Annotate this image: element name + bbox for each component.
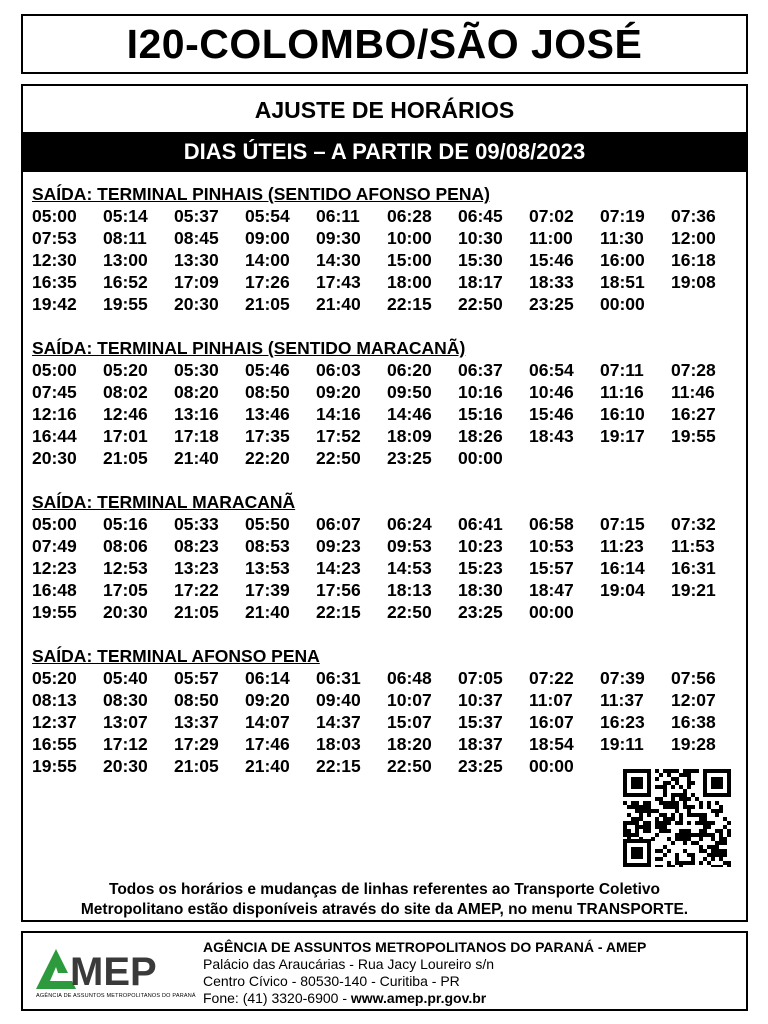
departure-time: 15:00 [387, 250, 432, 270]
departure-time: 21:05 [174, 756, 219, 776]
departure-time: 17:22 [174, 580, 219, 600]
departure-time: 18:13 [387, 580, 432, 600]
departure-time: 09:20 [245, 690, 290, 710]
departure-time: 18:00 [387, 272, 432, 292]
departure-time: 12:16 [32, 404, 77, 424]
departure-time: 19:21 [671, 580, 716, 600]
departure-time: 17:52 [316, 426, 361, 446]
departure-time: 06:20 [387, 360, 432, 380]
departure-time: 16:55 [32, 734, 77, 754]
departure-time: 18:03 [316, 734, 361, 754]
schedule-section [32, 492, 742, 623]
schedule-section [32, 184, 742, 315]
departure-time: 21:40 [174, 448, 219, 468]
departure-time: 21:40 [245, 756, 290, 776]
departure-time: 05:46 [245, 360, 290, 380]
departure-time: 17:39 [245, 580, 290, 600]
departure-time: 09:50 [387, 382, 432, 402]
departure-time: 05:00 [32, 360, 77, 380]
departure-time: 22:15 [387, 294, 432, 314]
departure-time: 05:37 [174, 206, 219, 226]
info-note-line: Metropolitano estão disponíveis através do site da AMEP, no menu TRANSPORTE. [80, 901, 689, 918]
footer-contact [203, 939, 646, 1007]
departure-time: 08:50 [245, 382, 290, 402]
departure-time: 08:53 [245, 536, 290, 556]
departure-time: 14:16 [316, 404, 361, 424]
departure-time: 14:00 [245, 250, 290, 270]
departure-time: 17:43 [316, 272, 361, 292]
departure-time: 19:55 [103, 294, 148, 314]
departure-time: 06:14 [245, 668, 290, 688]
departure-time: 17:05 [103, 580, 148, 600]
departure-time: 15:16 [458, 404, 503, 424]
departure-time: 23:25 [458, 756, 503, 776]
departure-time: 07:32 [671, 514, 716, 534]
departure-time: 09:23 [316, 536, 361, 556]
departure-time: 18:54 [529, 734, 574, 754]
departure-time: 15:07 [387, 712, 432, 732]
departure-time: 17:26 [245, 272, 290, 292]
departure-time: 16:48 [32, 580, 77, 600]
departure-time: 05:00 [32, 514, 77, 534]
departure-time: 10:00 [387, 228, 432, 248]
departure-time: 13:37 [174, 712, 219, 732]
departure-time: 17:46 [245, 734, 290, 754]
departure-time: 16:00 [600, 250, 645, 270]
departure-time: 13:46 [245, 404, 290, 424]
departure-time: 11:16 [600, 382, 644, 402]
departure-time: 08:23 [174, 536, 219, 556]
departure-time: 15:46 [529, 250, 574, 270]
times-grid [32, 359, 742, 469]
departure-time: 19:08 [671, 272, 716, 292]
departure-time: 21:40 [245, 602, 290, 622]
departure-time: 05:20 [32, 668, 77, 688]
departure-time: 16:44 [32, 426, 77, 446]
departure-time: 11:53 [671, 536, 715, 556]
schedule-panel [21, 84, 748, 922]
departure-time: 21:40 [316, 294, 361, 314]
departure-time: 06:48 [387, 668, 432, 688]
departure-time: 13:16 [174, 404, 219, 424]
departure-time: 15:57 [529, 558, 574, 578]
departure-time: 05:14 [103, 206, 148, 226]
departure-time: 12:07 [671, 690, 716, 710]
amep-logo-mark [36, 945, 186, 991]
departure-time: 06:11 [316, 206, 360, 226]
departure-time: 07:19 [600, 206, 645, 226]
departure-time: 09:30 [316, 228, 361, 248]
footer-address: Palácio das Araucárias - Rua Jacy Loureiro s/n [203, 956, 495, 972]
departure-time: 06:41 [458, 514, 503, 534]
departure-time: 12:30 [32, 250, 77, 270]
departure-time: 14:07 [245, 712, 290, 732]
schedule-section [32, 646, 742, 777]
departure-time: 08:30 [103, 690, 148, 710]
amep-logo-tagline: AGÊNCIA DE ASSUNTOS METROPOLITANOS DO PARANÁ [36, 993, 196, 999]
departure-time: 08:06 [103, 536, 148, 556]
departure-time: 06:03 [316, 360, 361, 380]
departure-time: 08:20 [174, 382, 219, 402]
departure-time: 07:22 [529, 668, 574, 688]
departure-time: 20:30 [32, 448, 77, 468]
departure-time: 16:18 [671, 250, 716, 270]
departure-time: 23:25 [529, 294, 574, 314]
departure-time: 18:37 [458, 734, 503, 754]
section-heading: SAÍDA: TERMINAL MARACANÃ [32, 492, 296, 512]
footer-address: Centro Cívico - 80530-140 - Curitiba - PR [203, 973, 460, 989]
footer [21, 931, 748, 1011]
departure-time: 09:40 [316, 690, 361, 710]
section-heading: SAÍDA: TERMINAL AFONSO PENA [32, 646, 320, 666]
departure-time: 06:37 [458, 360, 503, 380]
departure-time: 14:37 [316, 712, 361, 732]
departure-time: 18:17 [458, 272, 503, 292]
amep-logo-text: MEP [70, 950, 157, 991]
departure-time: 11:23 [600, 536, 644, 556]
departure-time: 19:04 [600, 580, 645, 600]
departure-time: 21:05 [174, 602, 219, 622]
departure-time: 05:20 [103, 360, 148, 380]
departure-time: 13:53 [245, 558, 290, 578]
departure-time: 16:35 [32, 272, 77, 292]
info-note [23, 880, 746, 920]
departure-time: 17:01 [103, 426, 148, 446]
departure-time: 08:50 [174, 690, 219, 710]
section-heading: SAÍDA: TERMINAL PINHAIS (SENTIDO AFONSO PENA) [32, 184, 490, 204]
departure-time: 16:23 [600, 712, 645, 732]
departure-time: 05:30 [174, 360, 219, 380]
departure-time: 16:07 [529, 712, 574, 732]
departure-time: 16:38 [671, 712, 716, 732]
footer-phone-line [203, 990, 646, 1007]
departure-time: 11:30 [600, 228, 644, 248]
departure-time: 18:47 [529, 580, 574, 600]
departure-time: 22:50 [316, 448, 361, 468]
departure-time: 15:23 [458, 558, 503, 578]
departure-time: 18:33 [529, 272, 574, 292]
departure-time: 18:51 [600, 272, 645, 292]
departure-time: 06:24 [387, 514, 432, 534]
departure-time: 08:02 [103, 382, 148, 402]
departure-time: 17:29 [174, 734, 219, 754]
departure-time: 18:30 [458, 580, 503, 600]
departure-time: 18:43 [529, 426, 574, 446]
departure-time: 12:23 [32, 558, 77, 578]
departure-time: 22:50 [387, 756, 432, 776]
departure-time: 05:50 [245, 514, 290, 534]
departure-time: 19:55 [32, 602, 77, 622]
departure-time: 11:07 [529, 690, 573, 710]
departure-time: 05:57 [174, 668, 219, 688]
departure-time: 00:00 [458, 448, 503, 468]
departure-time: 17:12 [103, 734, 148, 754]
departure-time: 21:05 [245, 294, 290, 314]
departure-time: 15:37 [458, 712, 503, 732]
departure-time: 10:16 [458, 382, 503, 402]
departure-time: 07:36 [671, 206, 716, 226]
departure-time: 16:10 [600, 404, 645, 424]
times-grid [32, 205, 742, 315]
departure-time: 18:09 [387, 426, 432, 446]
departure-time: 19:55 [671, 426, 716, 446]
departure-time: 10:30 [458, 228, 503, 248]
departure-time: 07:49 [32, 536, 77, 556]
departure-time: 17:56 [316, 580, 361, 600]
departure-time: 07:45 [32, 382, 77, 402]
departure-time: 05:40 [103, 668, 148, 688]
section-heading: SAÍDA: TERMINAL PINHAIS (SENTIDO MARACANÃ) [32, 338, 466, 358]
info-note-line: Todos os horários e mudanças de linhas referentes ao Transporte Coletivo [109, 881, 660, 898]
departure-time: 19:28 [671, 734, 716, 754]
schedule-section [32, 338, 742, 469]
departure-time: 11:00 [529, 228, 573, 248]
departure-time: 13:23 [174, 558, 219, 578]
departure-time: 07:02 [529, 206, 574, 226]
departure-time: 10:23 [458, 536, 503, 556]
departure-time: 05:33 [174, 514, 219, 534]
departure-time: 18:26 [458, 426, 503, 446]
departure-time: 07:56 [671, 668, 716, 688]
departure-time: 14:23 [316, 558, 361, 578]
departure-time: 06:45 [458, 206, 503, 226]
departure-time: 16:52 [103, 272, 148, 292]
route-title: I20-COLOMBO/SÃO JOSÉ [126, 21, 643, 67]
departure-time: 00:00 [600, 294, 645, 314]
departure-time: 00:00 [529, 602, 574, 622]
departure-time: 14:30 [316, 250, 361, 270]
departure-time: 10:37 [458, 690, 503, 710]
qr-code[interactable] [623, 769, 731, 867]
times-grid [32, 667, 742, 777]
departure-time: 06:58 [529, 514, 574, 534]
departure-time: 15:46 [529, 404, 574, 424]
footer-website-link[interactable]: www.amep.pr.gov.br [350, 990, 487, 1006]
departure-time: 22:50 [458, 294, 503, 314]
departure-time: 05:54 [245, 206, 290, 226]
departure-time: 21:05 [103, 448, 148, 468]
departure-time: 17:35 [245, 426, 290, 446]
amep-logo [36, 945, 196, 1005]
departure-time: 23:25 [387, 448, 432, 468]
departure-time: 09:20 [316, 382, 361, 402]
departure-time: 11:46 [671, 382, 715, 402]
departure-time: 07:05 [458, 668, 503, 688]
departure-time: 20:30 [174, 294, 219, 314]
departure-time: 13:07 [103, 712, 148, 732]
departure-time: 12:37 [32, 712, 77, 732]
footer-org: AGÊNCIA DE ASSUNTOS METROPOLITANOS DO PARANÁ - AMEP [203, 939, 647, 955]
departure-time: 13:30 [174, 250, 219, 270]
departure-time: 07:53 [32, 228, 77, 248]
departure-time: 17:09 [174, 272, 219, 292]
departure-time: 06:07 [316, 514, 361, 534]
departure-time: 12:46 [103, 404, 148, 424]
departure-time: 10:46 [529, 382, 574, 402]
departure-time: 08:45 [174, 228, 219, 248]
departure-time: 23:25 [458, 602, 503, 622]
departure-time: 07:28 [671, 360, 716, 380]
times-grid [32, 513, 742, 623]
departure-time: 19:11 [600, 734, 644, 754]
departure-time: 06:31 [316, 668, 361, 688]
departure-time: 09:00 [245, 228, 290, 248]
departure-time: 18:20 [387, 734, 432, 754]
departure-time: 16:31 [671, 558, 716, 578]
departure-time: 22:20 [245, 448, 290, 468]
departure-time: 22:15 [316, 602, 361, 622]
departure-time: 10:53 [529, 536, 574, 556]
departure-time: 20:30 [103, 756, 148, 776]
departure-time: 10:07 [387, 690, 432, 710]
departure-time: 07:39 [600, 668, 645, 688]
departure-time: 08:11 [103, 228, 147, 248]
departure-time: 13:00 [103, 250, 148, 270]
departure-time: 05:16 [103, 514, 148, 534]
day-banner: DIAS ÚTEIS – A PARTIR DE 09/08/2023 [23, 132, 746, 172]
departure-time: 05:00 [32, 206, 77, 226]
footer-phone: Fone: (41) 3320-6900 - [203, 990, 351, 1006]
departure-time: 07:11 [600, 360, 644, 380]
departure-time: 08:13 [32, 690, 77, 710]
departure-time: 19:55 [32, 756, 77, 776]
departure-time: 16:14 [600, 558, 645, 578]
departure-time: 17:18 [174, 426, 219, 446]
departure-time: 22:50 [387, 602, 432, 622]
departure-time: 16:27 [671, 404, 716, 424]
departure-time: 07:15 [600, 514, 645, 534]
departure-time: 20:30 [103, 602, 148, 622]
departure-time: 15:30 [458, 250, 503, 270]
departure-time: 22:15 [316, 756, 361, 776]
departure-time: 11:37 [600, 690, 644, 710]
departure-time: 19:17 [600, 426, 645, 446]
departure-time: 00:00 [529, 756, 574, 776]
title-box [21, 14, 748, 74]
departure-time: 06:28 [387, 206, 432, 226]
departure-time: 12:53 [103, 558, 148, 578]
departure-time: 14:53 [387, 558, 432, 578]
schedule-subtitle: AJUSTE DE HORÁRIOS [254, 97, 515, 123]
departure-time: 14:46 [387, 404, 432, 424]
departure-time: 09:53 [387, 536, 432, 556]
departure-time: 19:42 [32, 294, 77, 314]
departure-time: 06:54 [529, 360, 574, 380]
departure-time: 12:00 [671, 228, 716, 248]
